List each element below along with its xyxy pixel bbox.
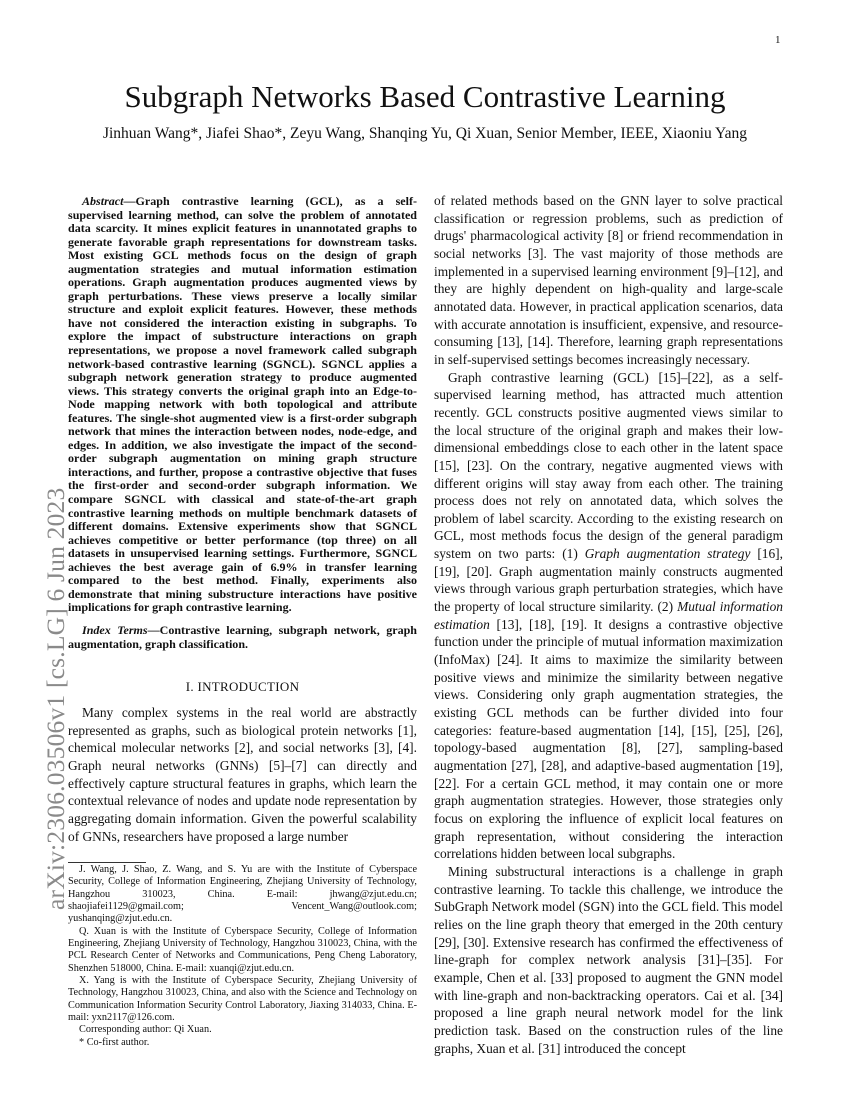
abstract-text: Graph contrastive learning (GCL), as a self-supervised learning method, can solve the problem of annotated data scarcity. It mines explicit features in unannotated graphs to generate favorable graph representations for downstream tasks. Most existing GCL methods focus on the design of graph augmentation strategies and mutual information estimation operations. Graph augmentation produces augmented views by graph perturbations. These views preserve a locally similar structure and exploit explicit features. However, these methods have not considered the interaction existing in subgraphs. To explore the impact of substructure interactions on graph representations, we propose a novel framework called subgraph network-based contrastive learning (SGNCL). SGNCL applies a subgraph network generation strategy to produce augmented views. This strategy converts the original graph into an Edge-to-Node mapping network with both topological and attribute features. The single-shot augmented view is a first-order subgraph network that mines the interaction between nodes, node-edge, and edges. In addition, we also investigate the impact of the second-order subgraph augmentation on mining graph structure interactions, and further, propose a contrastive objective that fuses the first-order and second-order subgraph information. We compare SGNCL with classical and state-of-the-art graph contrastive learning methods on multiple benchmark datasets of different domains. Extensive experiments show that SGNCL achieves competitive or better performance (top three) on all datasets in unsupervised learning settings. Furthermore, SGNCL achieves the best average gain of 6.9% in transfer learning compared to the best method. Finally, experiments also demonstrate that mining substructure interactions have positive implications for graph contrastive learning. xyxy=(68,194,417,615)
author-list: Jinhuan Wang*, Jiafei Shao*, Zeyu Wang, Shanqing Yu, Qi Xuan, Senior Member, IEEE, Xiaoniu Yang xyxy=(102,125,748,142)
abstract xyxy=(68,195,417,615)
arxiv-stamp: arXiv:2306.03506v1 [cs.LG] 6 Jun 2023 xyxy=(41,487,70,910)
footnote-co-first-author: * Co-first author. xyxy=(79,1036,150,1048)
right-column xyxy=(434,192,783,1057)
right-paragraph-2 xyxy=(434,369,783,863)
footnote-corresponding-author: Corresponding author: Qi Xuan. xyxy=(79,1024,212,1036)
right-paragraph-3: Mining substructural interactions is a challenge in graph contrastive learning. To tackle this challenge, we introduce the SubGraph Network model (SGN) into the GCL field. This model relies on the line graph theory that emerged in the 20th century [29], [30]. Extensive research has confirmed the effectiveness of line-graph for complex network analysis [31]–[35]. For example, Chen et al. [33] proposed to augment the GNN model with line-graph and non-backtracking operators. Cai et al. [34] proposed a line graph neural network model for the link prediction task. Based on the construction rules of the line graphs, Xuan et al. [31] introduced the concept xyxy=(434,863,783,1056)
footnotes xyxy=(68,856,417,1049)
intro-paragraph: Many complex systems in the real world are abstractly represented as graphs, such as biological protein networks [1], chemical molecular networks [2], and social networks [3], [4]. Graph neural networks (GNNs) [5]–[7] can directly and effectively capture structural features in graphs, which learn the contextual relevance of nodes and update node representation by aggregating domain information. Given the powerful scalability of GNNs, researchers have proposed a large number xyxy=(68,705,417,844)
paper-title: Subgraph Networks Based Contrastive Learning xyxy=(124,79,726,114)
graph-augmentation-term: Graph augmentation strategy xyxy=(584,546,751,562)
index-terms-dash: — xyxy=(147,622,160,637)
right-paragraph-1: of related methods based on the GNN layer to solve practical classification or regression problems, such as prediction of drugs' pharmacological activity [8] or friend recommendation in social networks [3]. The vast majority of those methods are implemented in a supervised learning environment [9]–[12], and they are highly dependent on high-quality and large-scale annotated data. However, in practical application scenarios, data with accurate annotation is insufficient, expensive, and resource-consuming [13], [14]. Therefore, learning graph representations in self-supervised settings becomes increasingly necessary. xyxy=(434,193,783,367)
index-terms xyxy=(68,624,417,651)
section-heading-introduction: I. INTRODUCTION xyxy=(185,679,300,695)
footnote-affiliation-1: J. Wang, J. Shao, Z. Wang, and S. Yu are with the Institute of Cyberspace Security, College of Information Engineering, Zhejiang University of Technology, Hangzhou 310023, China. E-mail: jhwang@zjut.edu.cn; shaojiafei1129@gmail.com; Vencent_Wang@outlook.com; yushanqing@zjut.edu.cn. xyxy=(68,864,417,925)
left-column xyxy=(68,195,417,845)
right-paragraph-2-part-a: Graph contrastive learning (GCL) [15]–[22], as a self-supervised learning method, has attracted much attention recently. GCL constructs positive augmented views similar to the local structure of the original graph and makes their low-dimensional embeddings close to each other in the latent space [15], [23]. On the contrary, negative augmented views with different origins will stay away from each other. The training process does not rely on annotated data, which solves the problem of label scarcity. According to the existing research on GCL, most methods focus the design of the general paradigm system on two parts: (1) xyxy=(434,369,783,562)
page-number: 1 xyxy=(775,34,781,46)
footnote-affiliation-2: Q. Xuan is with the Institute of Cyberspace Security, College of Information Engineering, Zhejiang University of Technology, Hangzhou 310023, China, with the PCL Research Center of Networks and Communications, Peng Cheng Laboratory, Shenzhen 518000, China. E-mail: xuanqi@zjut.edu.cn. xyxy=(68,925,417,974)
right-paragraph-2-part-b: [16], [19], [20]. Graph augmentation mainly constructs augmented views through various graph perturbation strategies, which have the property of local structure similarity. (2) xyxy=(434,546,783,615)
index-terms-text: Contrastive learning, subgraph network, graph augmentation, graph classification. xyxy=(68,622,417,651)
mutual-information-term: Mutual information estimation xyxy=(434,599,783,632)
abstract-label: Abstract xyxy=(82,194,124,208)
footnote-affiliation-3: X. Yang is with the Institute of Cyberspace Security, Zhejiang University of Technology, Hangzhou 310023, China, and also with the Science and Technology on Communication Information Security Control Laboratory, Jiaxing 314033, China. E-mail: yxn2117@126.com. xyxy=(68,975,417,1024)
abstract-dash: — xyxy=(123,194,136,208)
index-terms-label: Index Terms xyxy=(82,622,148,637)
right-paragraph-2-part-c: [13], [18], [19]. It designs a contrastive objective function under the principle of mutual information maximization (InfoMax) [24]. It aims to maximize the similarity between positive views and minimize the similarity between negative views. Considering only graph augmentation strategies, the existing GCL methods can be further divided into four categories: feature-based augmentation [14], [15], [25], [26], topology-based augmentation [8], [27], sampling-based augmentation [27], [28], and adaptive-based augmentation [19], [22]. For a certain GCL method, it may contain one or more graph augmentation strategies. However, those strategies only focus on exploring the influence of explicit local features on graph representation, without considering the interaction correlations hidden between local subgraphs. xyxy=(434,616,783,862)
